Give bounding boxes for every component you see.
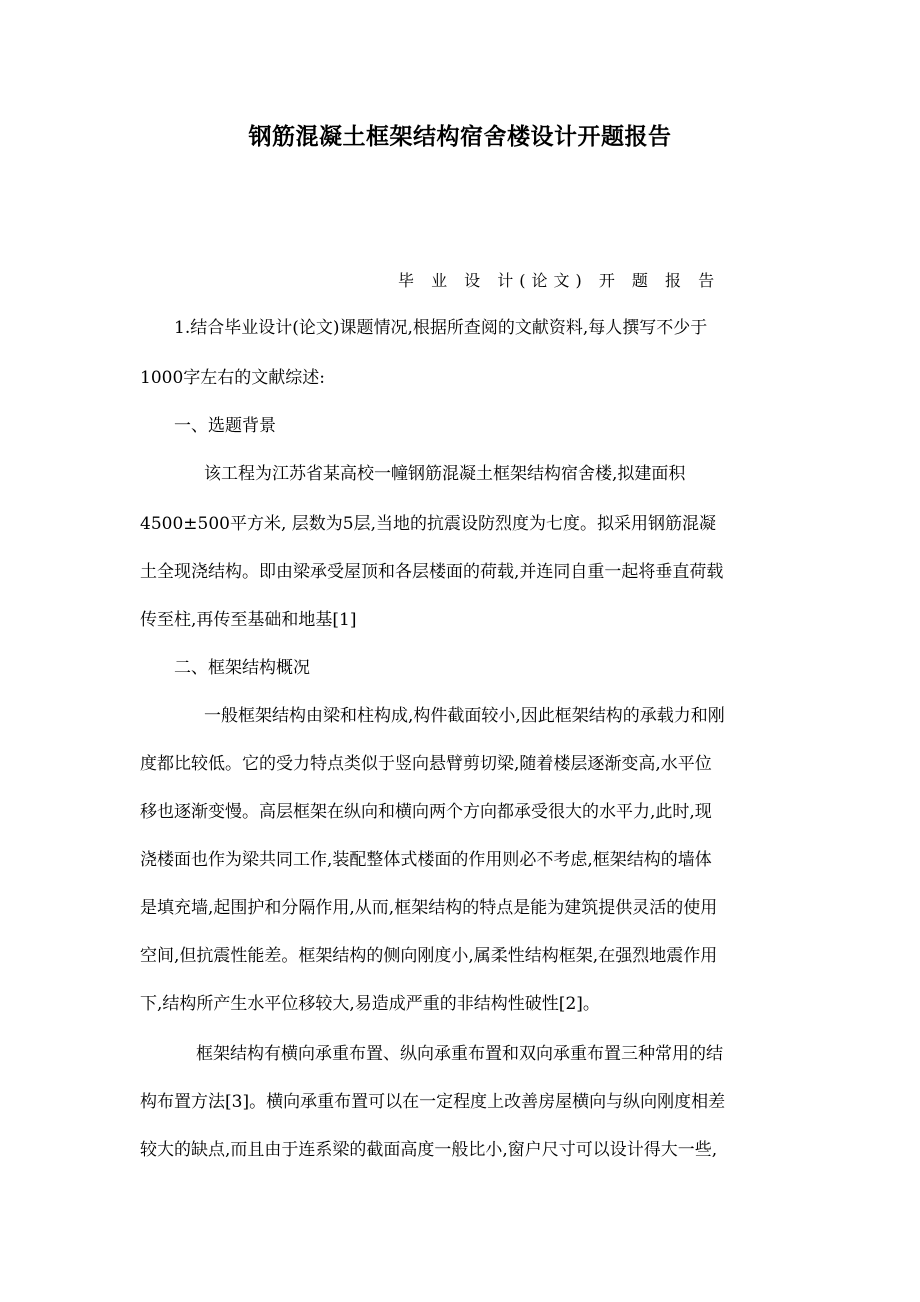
text-line: 空间,但抗震性能差。框架结构的侧向刚度小,属柔性结构框架,在强烈地震作用 — [140, 946, 718, 966]
text-line: 是填充墙,起围护和分隔作用,从而,框架结构的特点是能为建筑提供灵活的使用 — [140, 898, 718, 918]
text-line: 4500±500平方米, 层数为5层,当地的抗震设防烈度为七度。拟采用钢筋混凝 — [140, 514, 716, 534]
text-line: 土全现浇结构。即由梁承受屋顶和各层楼面的荷载,并连同自重一起将垂直荷载 — [140, 562, 724, 582]
text-line: 度都比较低。它的受力特点类似于竖向悬臂剪切梁,随着楼层逐渐变高,水平位 — [140, 754, 712, 774]
text-line: 传至柱,再传至基础和地基[1] — [140, 610, 357, 630]
text-line: 该工程为江苏省某高校一幢钢筋混凝土框架结构宿舍楼,拟建面积 — [204, 464, 686, 484]
text-line: 框架结构有横向承重布置、纵向承重布置和双向承重布置三种常用的结 — [196, 1044, 723, 1064]
text-line: 浇楼面也作为梁共同工作,装配整体式楼面的作用则必不考虑,框架结构的墙体 — [140, 850, 712, 870]
text-line: 1.结合毕业设计(论文)课题情况,根据所查阅的文献资料,每人撰写不少于 — [174, 318, 708, 338]
document-subtitle: 毕 业 设 计(论文) 开 题 报 告 — [398, 271, 721, 290]
text-line: 一般框架结构由梁和柱构成,构件截面较小,因此框架结构的承载力和刚 — [204, 706, 725, 726]
text-line: 1000字左右的文献综述: — [140, 368, 325, 388]
document-title: 钢筋混凝土框架结构宿舍楼设计开题报告 — [248, 123, 672, 150]
text-line: 构布置方法[3]。横向承重布置可以在一定程度上改善房屋横向与纵向刚度相差 — [140, 1092, 726, 1112]
text-line: 移也逐渐变慢。高层框架在纵向和横向两个方向都承受很大的水平力,此时,现 — [140, 802, 712, 822]
text-line: 下,结构所产生水平位移较大,易造成严重的非结构性破性[2]。 — [140, 994, 600, 1014]
section-heading: 一、选题背景 — [174, 416, 276, 436]
text-line: 较大的缺点,而且由于连系梁的截面高度一般比小,窗户尺寸可以设计得大一些, — [140, 1140, 718, 1160]
section-heading: 二、框架结构概况 — [174, 658, 310, 678]
